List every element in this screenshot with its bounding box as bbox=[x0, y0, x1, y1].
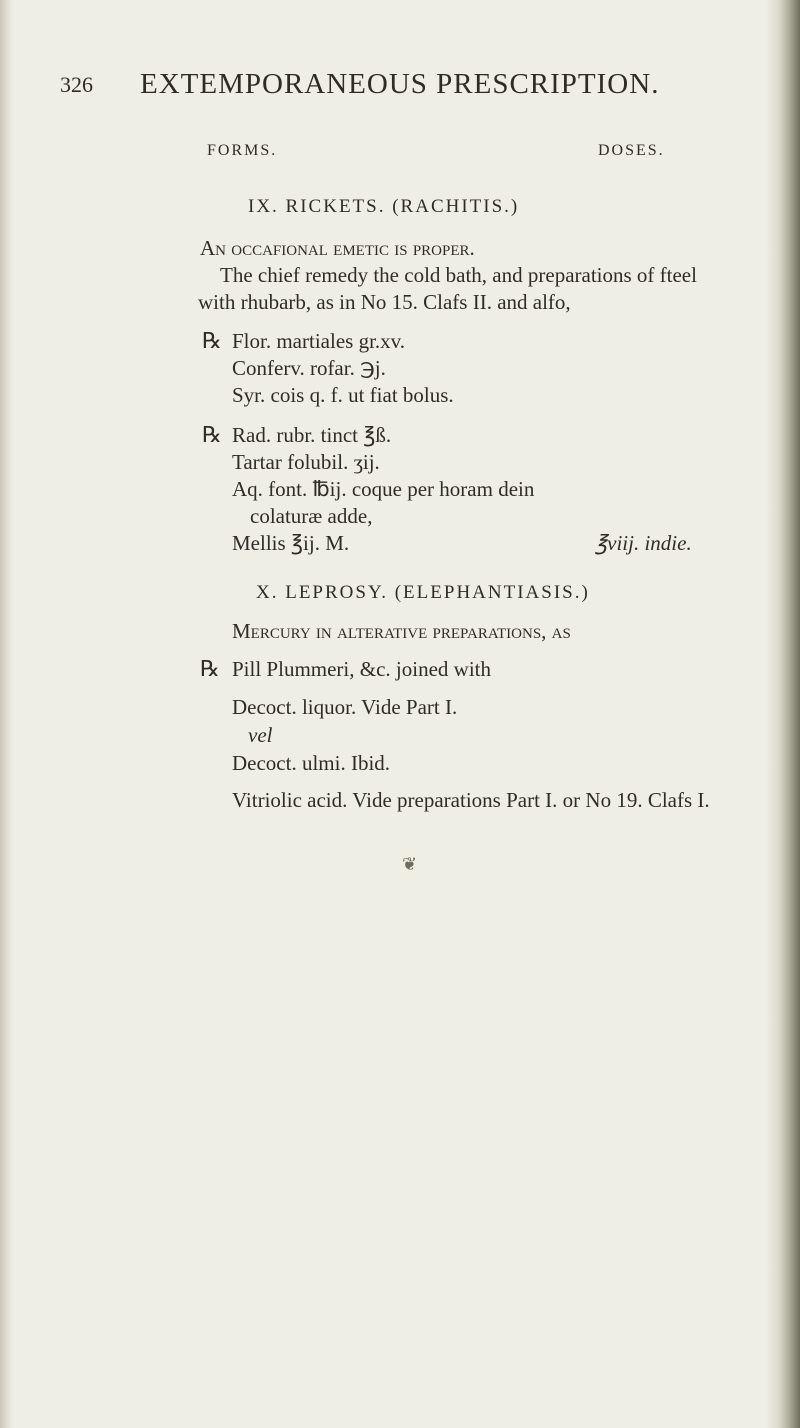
text-line: vel bbox=[248, 723, 273, 747]
page-number: 326 bbox=[60, 72, 93, 97]
prescription-line: Syr. cois q. f. ut fiat bolus. bbox=[232, 383, 454, 407]
prescription-line: Tartar folubil. ʒij. bbox=[232, 450, 380, 474]
text-line: Decoct. liquor. Vide Part I. bbox=[232, 695, 458, 719]
recipe-symbol: ℞ bbox=[202, 328, 222, 353]
prescription-line: Aq. font. ℔ij. coque per horam dein bbox=[232, 477, 535, 501]
prescription-line: colaturæ adde, bbox=[250, 504, 373, 528]
text-line bbox=[200, 236, 475, 261]
forms-column-heading: FORMS. bbox=[207, 142, 278, 159]
text-line: The chief remedy the cold bath, and preparations of fteel bbox=[220, 263, 697, 287]
text-line: Mercury in alterative preparations, as bbox=[232, 619, 571, 643]
recipe-symbol: ℞ bbox=[200, 656, 220, 681]
prescription-line: Conferv. rofar. ℈j. bbox=[232, 356, 386, 380]
text-line: Decoct. ulmi. Ibid. bbox=[232, 751, 391, 775]
prescription-line: Rad. rubr. tinct ℥ß. bbox=[232, 423, 392, 447]
text-line: with rhubarb, as in No 15. Clafs II. and alfo, bbox=[198, 290, 571, 314]
page-right-edge bbox=[766, 0, 800, 1428]
prescription-line: Mellis ℥ij. M. bbox=[232, 531, 350, 555]
prescription-line: Pill Plummeri, &c. joined with bbox=[232, 657, 491, 681]
running-title: EXTEMPORANEOUS PRESCRIPTION. bbox=[140, 68, 660, 100]
page-left-edge bbox=[0, 0, 14, 1428]
dose-value: ℥viij. indie. bbox=[595, 531, 692, 555]
ornament-mark: ❦ bbox=[402, 854, 418, 874]
prescription-line: Flor. martiales gr.xv. bbox=[232, 329, 406, 353]
text-line: Vitriolic acid. Vide preparations Part I. or No 19. Clafs I. bbox=[232, 788, 710, 812]
doses-column-heading: DOSES. bbox=[598, 142, 665, 159]
recipe-symbol: ℞ bbox=[202, 422, 222, 447]
section-heading-rickets: IX. RICKETS. (RACHITIS.) bbox=[248, 196, 520, 217]
text-line-content: An occafional emetic is proper. bbox=[200, 236, 475, 260]
section-heading-leprosy: X. LEPROSY. (ELEPHANTIASIS.) bbox=[256, 582, 590, 603]
